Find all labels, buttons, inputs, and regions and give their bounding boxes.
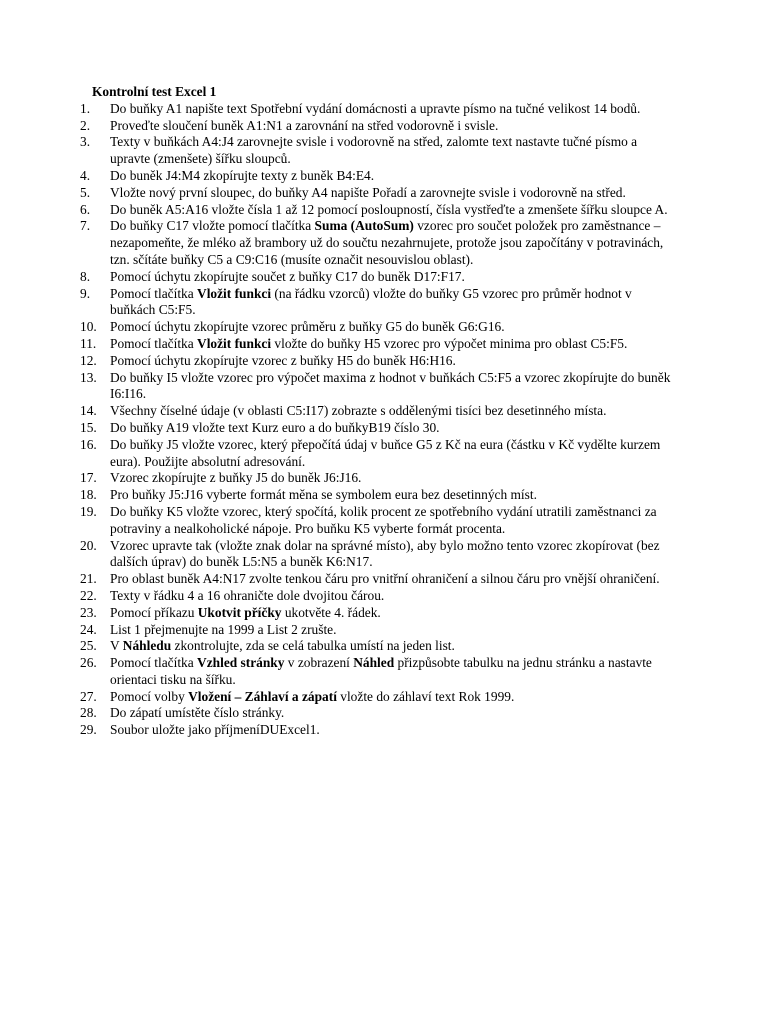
list-item-text bbox=[110, 185, 626, 200]
list-item-text bbox=[110, 622, 336, 637]
list-item bbox=[80, 437, 680, 471]
text-run: Pomocí příkazu bbox=[110, 604, 198, 620]
text-run: v zobrazení bbox=[284, 655, 354, 671]
list-item-text bbox=[110, 420, 440, 435]
list-item bbox=[80, 202, 680, 219]
list-item-text bbox=[110, 134, 637, 166]
list-item-number: 22. bbox=[80, 587, 97, 603]
text-run: Do buňky A19 vložte text Kurz euro a do buňkyB19 číslo 30. bbox=[110, 419, 440, 435]
list-item-text bbox=[110, 218, 663, 267]
list-item-text bbox=[110, 269, 465, 284]
bold-term: Náhled bbox=[353, 655, 395, 671]
list-item-number: 13. bbox=[80, 369, 97, 385]
list-item-number: 27. bbox=[80, 688, 97, 704]
text-run: Do buněk A5:A16 vložte čísla 1 až 12 pomocí posloupností, čísla vystřeďte a zmenšete šířku sloupce A. bbox=[110, 201, 668, 217]
list-item-text bbox=[110, 655, 652, 687]
list-item-text bbox=[110, 504, 657, 536]
text-run: Do buňky A1 napište text Spotřební vydání domácnosti a upravte písmo na tučné velikost 14 bodů. bbox=[110, 100, 641, 116]
list-item-text bbox=[110, 470, 361, 485]
list-item bbox=[80, 370, 680, 404]
list-item bbox=[80, 403, 680, 420]
document-title: Kontrolní test Excel 1 bbox=[92, 84, 217, 99]
list-item bbox=[80, 538, 680, 572]
text-run: Do zápatí umístěte číslo stránky. bbox=[110, 705, 285, 721]
list-item bbox=[80, 134, 680, 168]
list-item-text bbox=[110, 571, 660, 586]
list-item-text bbox=[110, 705, 284, 720]
task-list bbox=[80, 101, 680, 739]
text-run: Vzorec zkopírujte z buňky J5 do buněk J6:J16. bbox=[110, 470, 362, 486]
list-item bbox=[80, 655, 680, 689]
list-item-text bbox=[110, 319, 505, 334]
text-run: Pomocí tlačítka bbox=[110, 655, 198, 671]
text-run: Pomocí úchytu zkopírujte součet z buňky C17 do buněk D17:F17. bbox=[110, 268, 465, 284]
list-item-number: 8. bbox=[80, 268, 91, 284]
list-item-number: 4. bbox=[80, 167, 91, 183]
list-item-text bbox=[110, 118, 498, 133]
list-item-text bbox=[110, 403, 606, 418]
list-item-number: 3. bbox=[80, 134, 91, 150]
bold-term: Vložení – Záhlaví a zápatí bbox=[188, 688, 337, 704]
list-item bbox=[80, 588, 680, 605]
text-run: Pomocí úchytu zkopírujte vzorec z buňky H5 do buněk H6:H16. bbox=[110, 352, 456, 368]
list-item-text bbox=[110, 353, 456, 368]
text-run: Texty v řádku 4 a 16 ohraničte dole dvojitou čárou. bbox=[110, 587, 385, 603]
list-item bbox=[80, 118, 680, 135]
bold-term: Vložit funkci bbox=[197, 335, 272, 351]
text-run: Vzorec upravte tak (vložte znak dolar na správné místo), aby bylo možno tento vzorec zkopírovat (bez dalších úprav) do buněk L5:N5 a buněk K6:N17. bbox=[110, 537, 660, 570]
list-item-number: 15. bbox=[80, 419, 97, 435]
list-item-number: 26. bbox=[80, 655, 97, 671]
text-run: Pomocí tlačítka bbox=[110, 335, 198, 351]
text-run: Vložte nový první sloupec, do buňky A4 napište Pořadí a zarovnejte svisle i vodorovně na střed. bbox=[110, 184, 626, 200]
text-run: Pomocí volby bbox=[110, 688, 189, 704]
text-run: vzorec pro součet položek pro zaměstnance – nezapomeňte, že mléko až brambory už do součtu nezahrnujete, protože jsou započítány v potravinách, tzn. sčítáte buňky C5 a C9:C16 (musíte označit nesouvislou oblast). bbox=[110, 218, 664, 267]
text-run: Pomocí úchytu zkopírujte vzorec průměru z buňky G5 do buněk G6:G16. bbox=[110, 319, 505, 335]
list-item-number: 19. bbox=[80, 503, 97, 519]
list-item-text bbox=[110, 638, 455, 653]
list-item bbox=[80, 722, 680, 739]
list-item-number: 20. bbox=[80, 537, 97, 553]
list-item-text bbox=[110, 101, 640, 116]
list-item-text bbox=[110, 168, 374, 183]
list-item-text bbox=[110, 370, 670, 402]
list-item bbox=[80, 218, 680, 268]
text-run: List 1 přejmenujte na 1999 a List 2 zrušte. bbox=[110, 621, 337, 637]
text-run: Texty v buňkách A4:J4 zarovnejte svisle i vodorovně na střed, zalomte text nastavte tučné písmo a upravte (zmenšete) šířku sloupců. bbox=[110, 134, 638, 167]
list-item-number: 12. bbox=[80, 352, 97, 368]
bold-term: Vzhled stránky bbox=[197, 655, 285, 671]
list-item-number: 17. bbox=[80, 470, 97, 486]
list-item bbox=[80, 101, 680, 118]
list-item-text bbox=[110, 487, 537, 502]
list-item bbox=[80, 605, 680, 622]
list-item-text bbox=[110, 336, 627, 351]
text-run: Pro oblast buněk A4:N17 zvolte tenkou čáru pro vnitřní ohraničení a silnou čáru pro vnější ohraničení. bbox=[110, 571, 660, 587]
text-run: Do buňky C17 vložte pomocí tlačítka bbox=[110, 218, 315, 234]
text-run: Do buňky I5 vložte vzorec pro výpočet maxima z hodnot v buňkách C5:F5 a vzorec zkopírujte do buněk I6:I16. bbox=[110, 369, 671, 402]
bold-term: Ukotvit příčky bbox=[197, 604, 282, 620]
list-item-number: 2. bbox=[80, 117, 91, 133]
list-item-number: 7. bbox=[80, 218, 91, 234]
list-item bbox=[80, 286, 680, 320]
text-run: V bbox=[110, 638, 123, 654]
list-item-text bbox=[110, 605, 381, 620]
text-run: Do buňky J5 vložte vzorec, který přepočítá údaj v buňce G5 z Kč na eura (částku v Kč vydělte kurzem eura). Použijte absolutní adresování. bbox=[110, 436, 661, 469]
list-item-number: 18. bbox=[80, 487, 97, 503]
text-run: Všechny číselné údaje (v oblasti C5:I17) zobrazte s oddělenými tisíci bez desetinného místa. bbox=[110, 403, 607, 419]
bold-term: Vložit funkci bbox=[197, 285, 272, 301]
list-item-text bbox=[110, 588, 384, 603]
list-item bbox=[80, 571, 680, 588]
list-item bbox=[80, 689, 680, 706]
list-item-number: 29. bbox=[80, 722, 97, 738]
text-run: Proveďte sloučení buněk A1:N1 a zarovnání na střed vodorovně i svisle. bbox=[110, 117, 499, 133]
list-item-number: 21. bbox=[80, 571, 97, 587]
bold-term: Suma (AutoSum) bbox=[314, 218, 414, 234]
list-item-text bbox=[110, 538, 660, 570]
list-item bbox=[80, 504, 680, 538]
list-item-number: 11. bbox=[80, 335, 97, 351]
list-item-number: 16. bbox=[80, 436, 97, 452]
list-item bbox=[80, 622, 680, 639]
list-item bbox=[80, 705, 680, 722]
list-item bbox=[80, 487, 680, 504]
list-item-number: 25. bbox=[80, 638, 97, 654]
list-item-text bbox=[110, 722, 320, 737]
list-item-number: 14. bbox=[80, 403, 97, 419]
text-run: Do buněk J4:M4 zkopírujte texty z buněk B4:E4. bbox=[110, 167, 375, 183]
list-item-text bbox=[110, 689, 514, 704]
text-run: (na řádku vzorců) vložte do buňky G5 vzorec pro průměr hodnot v buňkách C5:F5. bbox=[110, 285, 632, 318]
list-item-text bbox=[110, 286, 632, 318]
text-run: Do buňky K5 vložte vzorec, který spočítá, kolik procent ze spotřebního vydání utratili zaměstnanci za potraviny a nealkoholické nápoje. Pro buňku K5 vyberte formát procenta. bbox=[110, 503, 657, 536]
list-item bbox=[80, 319, 680, 336]
list-item-number: 23. bbox=[80, 604, 97, 620]
list-item-number: 1. bbox=[80, 100, 91, 116]
list-item bbox=[80, 470, 680, 487]
list-item bbox=[80, 269, 680, 286]
list-item bbox=[80, 336, 680, 353]
bold-term: Náhledu bbox=[122, 638, 172, 654]
text-run: Pro buňky J5:J16 vyberte formát měna se symbolem eura bez desetinných míst. bbox=[110, 487, 537, 503]
list-item-number: 24. bbox=[80, 621, 97, 637]
list-item-text bbox=[110, 202, 668, 217]
text-run: přizpůsobte tabulku na jednu stránku a nastavte orientaci tisku na šířku. bbox=[110, 655, 652, 687]
text-run: Pomocí tlačítka bbox=[110, 285, 198, 301]
text-run: Soubor uložte jako příjmeníDUExcel1. bbox=[110, 722, 320, 738]
list-item bbox=[80, 420, 680, 437]
list-item bbox=[80, 638, 680, 655]
text-run: vložte do buňky H5 vzorec pro výpočet minima pro oblast C5:F5. bbox=[271, 335, 628, 351]
text-run: zkontrolujte, zda se celá tabulka umístí na jeden list. bbox=[171, 638, 455, 654]
text-run: ukotvěte 4. řádek. bbox=[281, 604, 381, 620]
list-item bbox=[80, 353, 680, 370]
list-item bbox=[80, 168, 680, 185]
list-item-number: 9. bbox=[80, 285, 91, 301]
list-item-text bbox=[110, 437, 660, 469]
document-page bbox=[80, 84, 680, 739]
list-item-number: 10. bbox=[80, 319, 97, 335]
list-item-number: 6. bbox=[80, 201, 91, 217]
list-item-number: 28. bbox=[80, 705, 97, 721]
list-item-number: 5. bbox=[80, 184, 91, 200]
list-item bbox=[80, 185, 680, 202]
text-run: vložte do záhlaví text Rok 1999. bbox=[336, 688, 515, 704]
